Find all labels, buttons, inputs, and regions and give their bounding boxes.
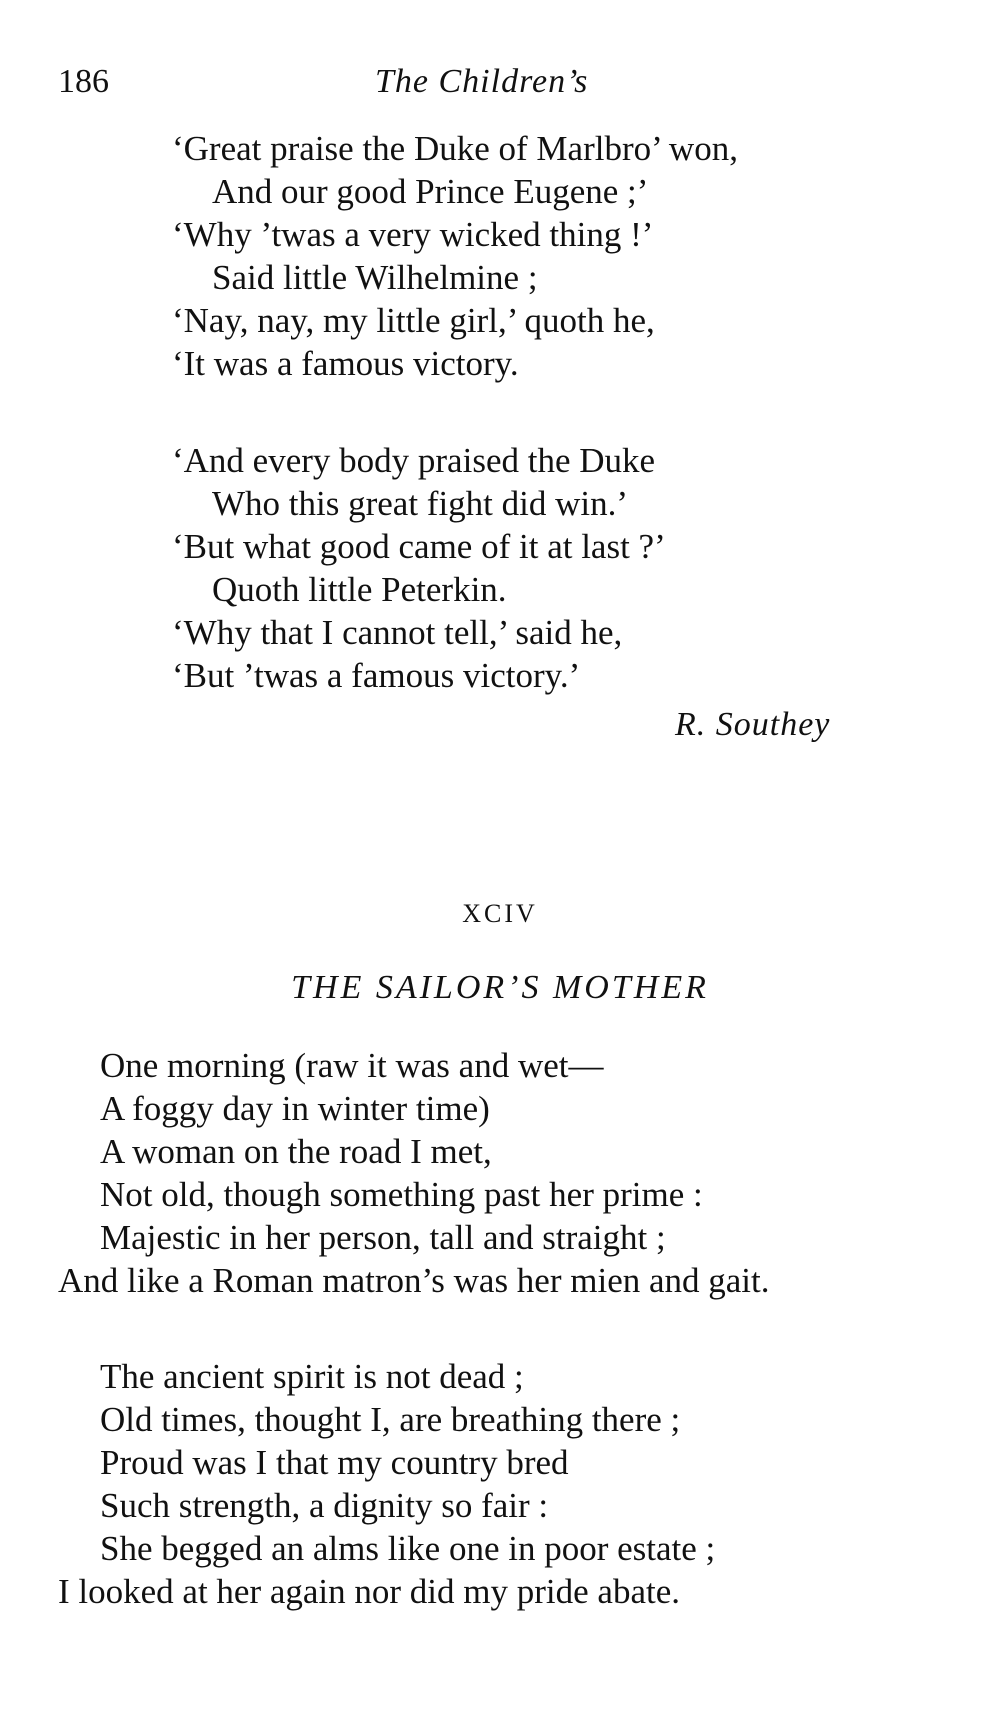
verse-line: ‘And every body praised the Duke [172,441,656,480]
poem2-stanza-1 [58,1044,770,1302]
verse-line: Said little Wilhelmine ; [212,258,538,297]
poem1-stanza-1 [172,127,738,385]
verse-line: A foggy day in winter time) [100,1089,490,1128]
verse-line: I looked at her again nor did my pride abate. [58,1572,681,1611]
verse-line: And like a Roman matron’s was her mien and gait. [58,1261,770,1300]
verse-line: ‘But what good came of it at last ?’ [172,527,666,566]
verse-line: ‘Why ’twas a very wicked thing !’ [172,215,654,254]
verse-line: And our good Prince Eugene ;’ [212,172,649,211]
verse-line: The ancient spirit is not dead ; [100,1357,524,1396]
verse-line: Who this great fight did win.’ [212,484,629,523]
verse-line: ‘Nay, nay, my little girl,’ quoth he, [172,301,655,340]
page-number: 186 [58,63,109,100]
verse-line: One morning (raw it was and wet— [100,1046,604,1085]
poem-title: THE SAILOR’S MOTHER [291,969,709,1006]
verse-line: ‘Great praise the Duke of Marlbro’ won, [172,129,738,168]
verse-line: ‘But ’twas a famous victory.’ [172,656,581,695]
verse-line: Not old, though something past her prime : [100,1175,703,1214]
verse-line: Proud was I that my country bred [100,1443,569,1482]
verse-line: ‘It was a famous victory. [172,344,519,383]
running-title: The Children’s [375,63,589,100]
verse-line: ‘Why that I cannot tell,’ said he, [172,613,623,652]
verse-line: Old times, thought I, are breathing there ; [100,1400,681,1439]
verse-line: A woman on the road I met, [100,1132,492,1171]
poem2-stanza-2 [58,1355,715,1613]
section-number: XCIV [462,899,538,928]
poem-author: R. Southey [675,706,831,743]
verse-line: Quoth little Peterkin. [212,570,507,609]
poem1-stanza-2 [172,439,666,697]
verse-line: She begged an alms like one in poor estate ; [100,1529,716,1568]
verse-line: Majestic in her person, tall and straight ; [100,1218,666,1257]
verse-line: Such strength, a dignity so fair : [100,1486,549,1525]
